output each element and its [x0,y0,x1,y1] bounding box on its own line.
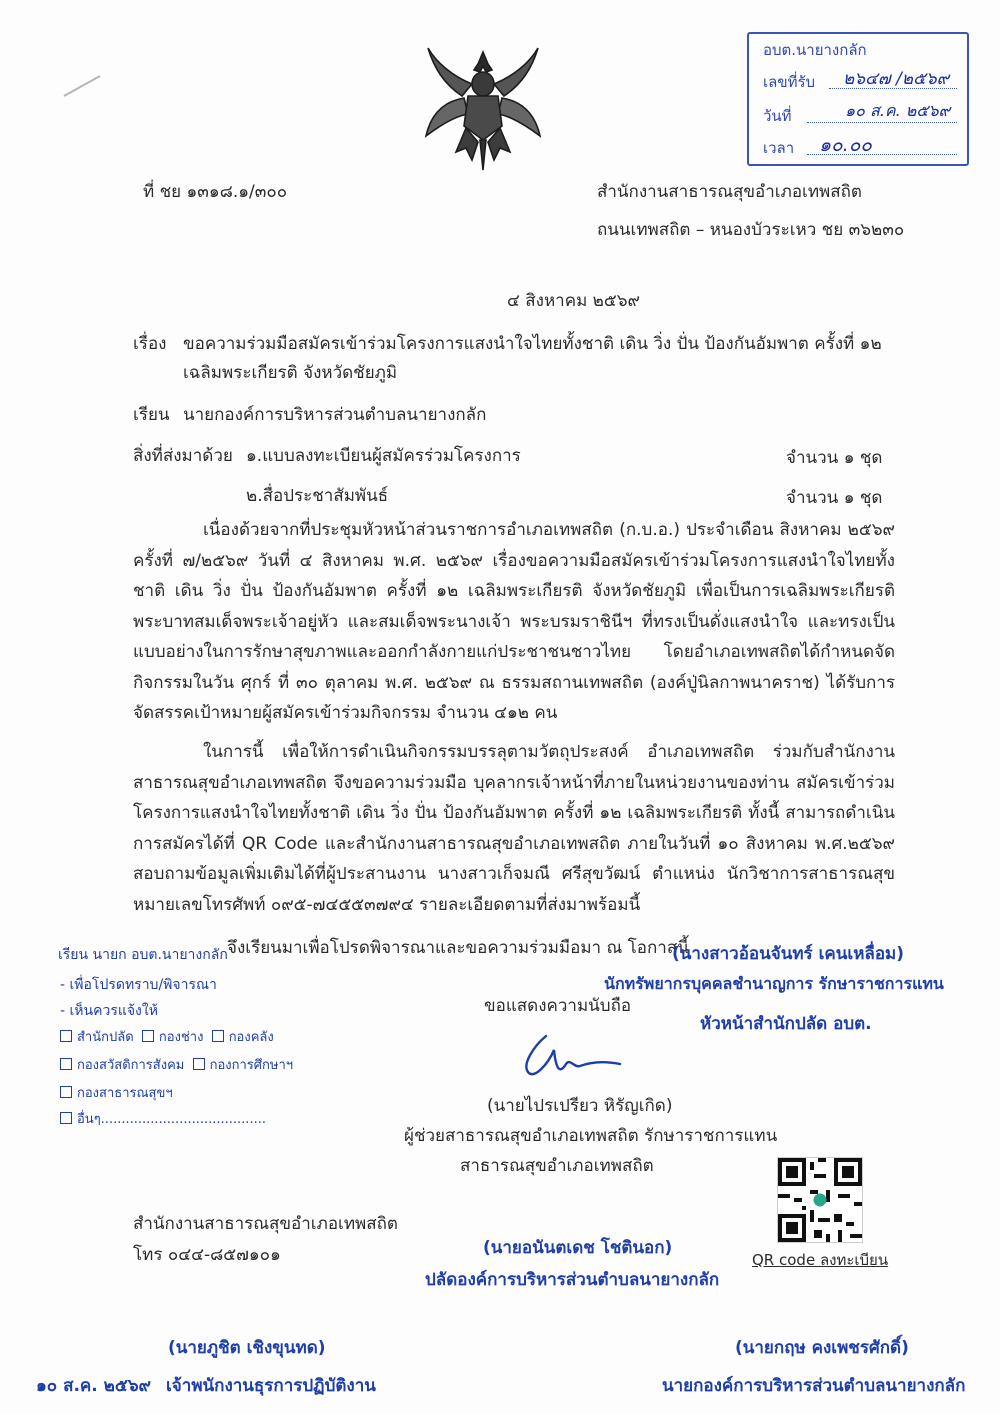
checkbox-icon [142,1030,154,1042]
enclosures-label: สิ่งที่ส่งมาด้วย [133,446,233,466]
garuda-emblem [422,44,544,174]
routing-checkbox-row: สำนักปลัด กองช่าง กองคลัง [60,1026,274,1047]
checkbox-icon [212,1030,224,1042]
checkbox-icon [60,1030,72,1042]
stamp-time-label: เวลา [763,139,795,157]
subject-line-1: ขอความร่วมมือสมัครเข้าร่วมโครงการแสงนำใจไทยทั้งชาติ เดิน วิ่ง ปั่น ป้องกันอัมพาต ครั้งที่ ๑๒ [183,334,882,354]
checkbox-icon [193,1058,205,1070]
enclosure-qty: จำนวน ๑ ชุด [786,448,883,468]
stamp-date-label: วันที่ [763,107,792,125]
subject-label: เรื่อง [133,334,167,354]
pencil-mark [62,72,104,100]
approver-name-middle: (นายอนันตเดช โชตินอก) [483,1238,673,1258]
approver-name-right: (นางสาวอ้อนจันทร์ เคนเหลื่อม) [672,944,905,964]
routing-checkbox-row: กองสาธารณสุขฯ [60,1082,173,1103]
footer-office: สำนักงานสาธารณสุขอำเภอเทพสถิต [133,1214,398,1234]
approver-position-right-2: หัวหน้าสำนักปลัด อบต. [700,1014,872,1034]
approver-name-left: (นายภูชิต เชิงขุนทด) [168,1338,326,1358]
closing-line: จึงเรียนมาเพื่อโปรดพิจารณาและขอความร่วมมือมา ณ โอกาสนี้ [227,938,689,958]
checkbox-icon [60,1086,72,1098]
signature-image [516,1030,628,1082]
approver-date-left: ๑๐ ส.ค. ๒๕๖๙ [36,1376,151,1396]
office-name: สำนักงานสาธารณสุขอำเภอเทพสถิต [597,182,862,202]
routing-note-item: - เห็นควรแจ้งให้ [60,1003,158,1019]
approver-name-far-right: (นายกฤษ คงเพชรศักดิ์) [735,1338,909,1358]
enclosure-item: ๑.แบบลงทะเบียนผู้สมัครร่วมโครงการ [246,446,521,466]
checkbox-icon [60,1112,72,1124]
enclosure-item: ๒.สื่อประชาสัมพันธ์ [246,486,389,506]
subject-line-2: เฉลิมพระเกียรติ จังหวัดชัยภูมิ [183,363,398,383]
stamp-time-value: ๑๐.๐๐ [819,134,872,156]
routing-checkbox-row: กองสวัสดิการสังคม กองการศึกษาฯ [60,1054,293,1075]
stamp-org: อบต.นายางกลัก [763,41,867,59]
salutation-label: เรียน [133,405,170,425]
qr-caption: QR code ลงทะเบียน [752,1251,889,1269]
stamp-date-value: ๑๐ ส.ค. ๒๕๖๙ [845,101,951,120]
stamp-receive-no-label: เลขที่รับ [763,73,816,91]
routing-checkbox-row: อื่นๆ........................................ [60,1108,266,1129]
signatory-name: (นายไปรเปรียว หิรัญเกิด) [487,1096,673,1116]
qr-code-image[interactable] [777,1157,863,1243]
approver-position-right: นักทรัพยากรบุคคลชำนาญการ รักษาราชการแทน [604,974,944,993]
receipt-stamp [747,32,969,166]
body-paragraph-2: ในการนี้ เพื่อให้การดำเนินกิจกรรมบรรลุตามวัตถุประสงค์ อำเภอเทพสถิต ร่วมกับสำนักงานสาธารณสุขอำเภอเทพสถิต จึงขอความร่วมมือ บุคลากรเจ้าหน้าที่ภายในหน่วยงานของท่าน สมัครเข้าร่วมโครงการแสงนำใจไทยทั้งชาติ เดิน วิ่ง ปั่น ป้องกันอัมพาต ครั้งที่ ๑๒ เฉลิมพระเกียรติ ทั้งนี้ สามารถดำเนินการสมัครได้ที่ QR Code และสำนักงานสาธารณสุขอำเภอเทพสถิต ภายในวันที่ ๑๐ สิงหาคม พ.ศ.๒๕๖๙ สอบถามข้อมูลเพิ่มเติมได้ที่ผู้ประสานงาน นางสาวเก็จมณี ศรีสุขวัฒน์ ตำแหน่ง นักวิชาการสาธารณสุข หมายเลขโทรศัพท์ ๐๙๕-๗๔๕๕๓๗๙๔ รายละเอียดตามที่ส่งมาพร้อมนี้ [133,742,895,915]
footer-phone: โทร ๐๔๔-๘๕๗๑๐๑ [133,1245,281,1265]
approver-position-far-right: นายกองค์การบริหารส่วนตำบลนายางกลัก [662,1376,966,1396]
office-address: ถนนเทพสถิต – หนองบัวระเหว ชย ๓๖๒๓๐ [597,220,905,240]
routing-note-item: - เพื่อโปรดทราบ/พิจารณา [60,977,217,993]
body-paragraph-1: เนื่องด้วยจากที่ประชุมหัวหน้าส่วนราชการอำเภอเทพสถิต (ก.บ.อ.) ประจำเดือน สิงหาคม ๒๕๖๙ ครั้งที่ ๗/๒๕๖๙ วันที่ ๔ สิงหาคม พ.ศ. ๒๕๖๙ เรื่องขอความมือสมัครเข้าร่วมโครงการแสงนำใจไทยทั้งชาติ เดิน วิ่ง ปั่น ป้องกันอัมพาต ครั้งที่ ๑๒ เฉลิมพระเกียรติ จังหวัดชัยภูมิ เพื่อเป็นการเฉลิมพระเกียรติพระบาทสมเด็จพระเจ้าอยู่หัว และสมเด็จพระนางเจ้า พระบรมราชินีฯ ที่ทรงเป็นดั่งแสงนำใจ และทรงเป็นแบบอย่างในการรักษาสุขภาพและออกกำลังกายแก่ประชาชนชาวไทย โดยอำเภอเทพสถิตได้กำหนดจัดกิจกรรมในวัน ศุกร์ ที่ ๓๐ ตุลาคม พ.ศ. ๒๕๖๙ ณ ธรรมสถานเทพสถิต (องค์ปู่นิลกาพนาคราช) ได้รับการจัดสรรคเป้าหมายผู้สมัครเข้าร่วมกิจกรรม จำนวน ๔๑๒ คน [133,520,895,723]
routing-note-header: เรียน นายก อบต.นายางกลัก [58,947,228,963]
enclosure-qty: จำนวน ๑ ชุด [786,488,883,508]
document-number: ที่ ชย ๑๓๑๘.๑/๓๐๐ [143,182,288,202]
salutation-recipient: นายกองค์การบริหารส่วนตำบลนายางกลัก [183,405,487,425]
stamp-receive-no-value: ๒๖๔๗ /๒๕๖๙ [843,69,950,89]
regards-text: ขอแสดงความนับถือ [484,996,632,1016]
signatory-position-2: สาธารณสุขอำเภอเทพสถิต [460,1156,654,1176]
signatory-position: ผู้ช่วยสาธารณสุขอำเภอเทพสถิต รักษาราชการแทน [404,1126,778,1146]
document-date: ๔ สิงหาคม ๒๕๖๙ [507,291,640,311]
approver-position-left: เจ้าพนักงานธุรการปฏิบัติงาน [166,1376,376,1396]
checkbox-icon [60,1058,72,1070]
approver-position-middle: ปลัดองค์การบริหารส่วนตำบลนายางกลัก [425,1270,720,1290]
